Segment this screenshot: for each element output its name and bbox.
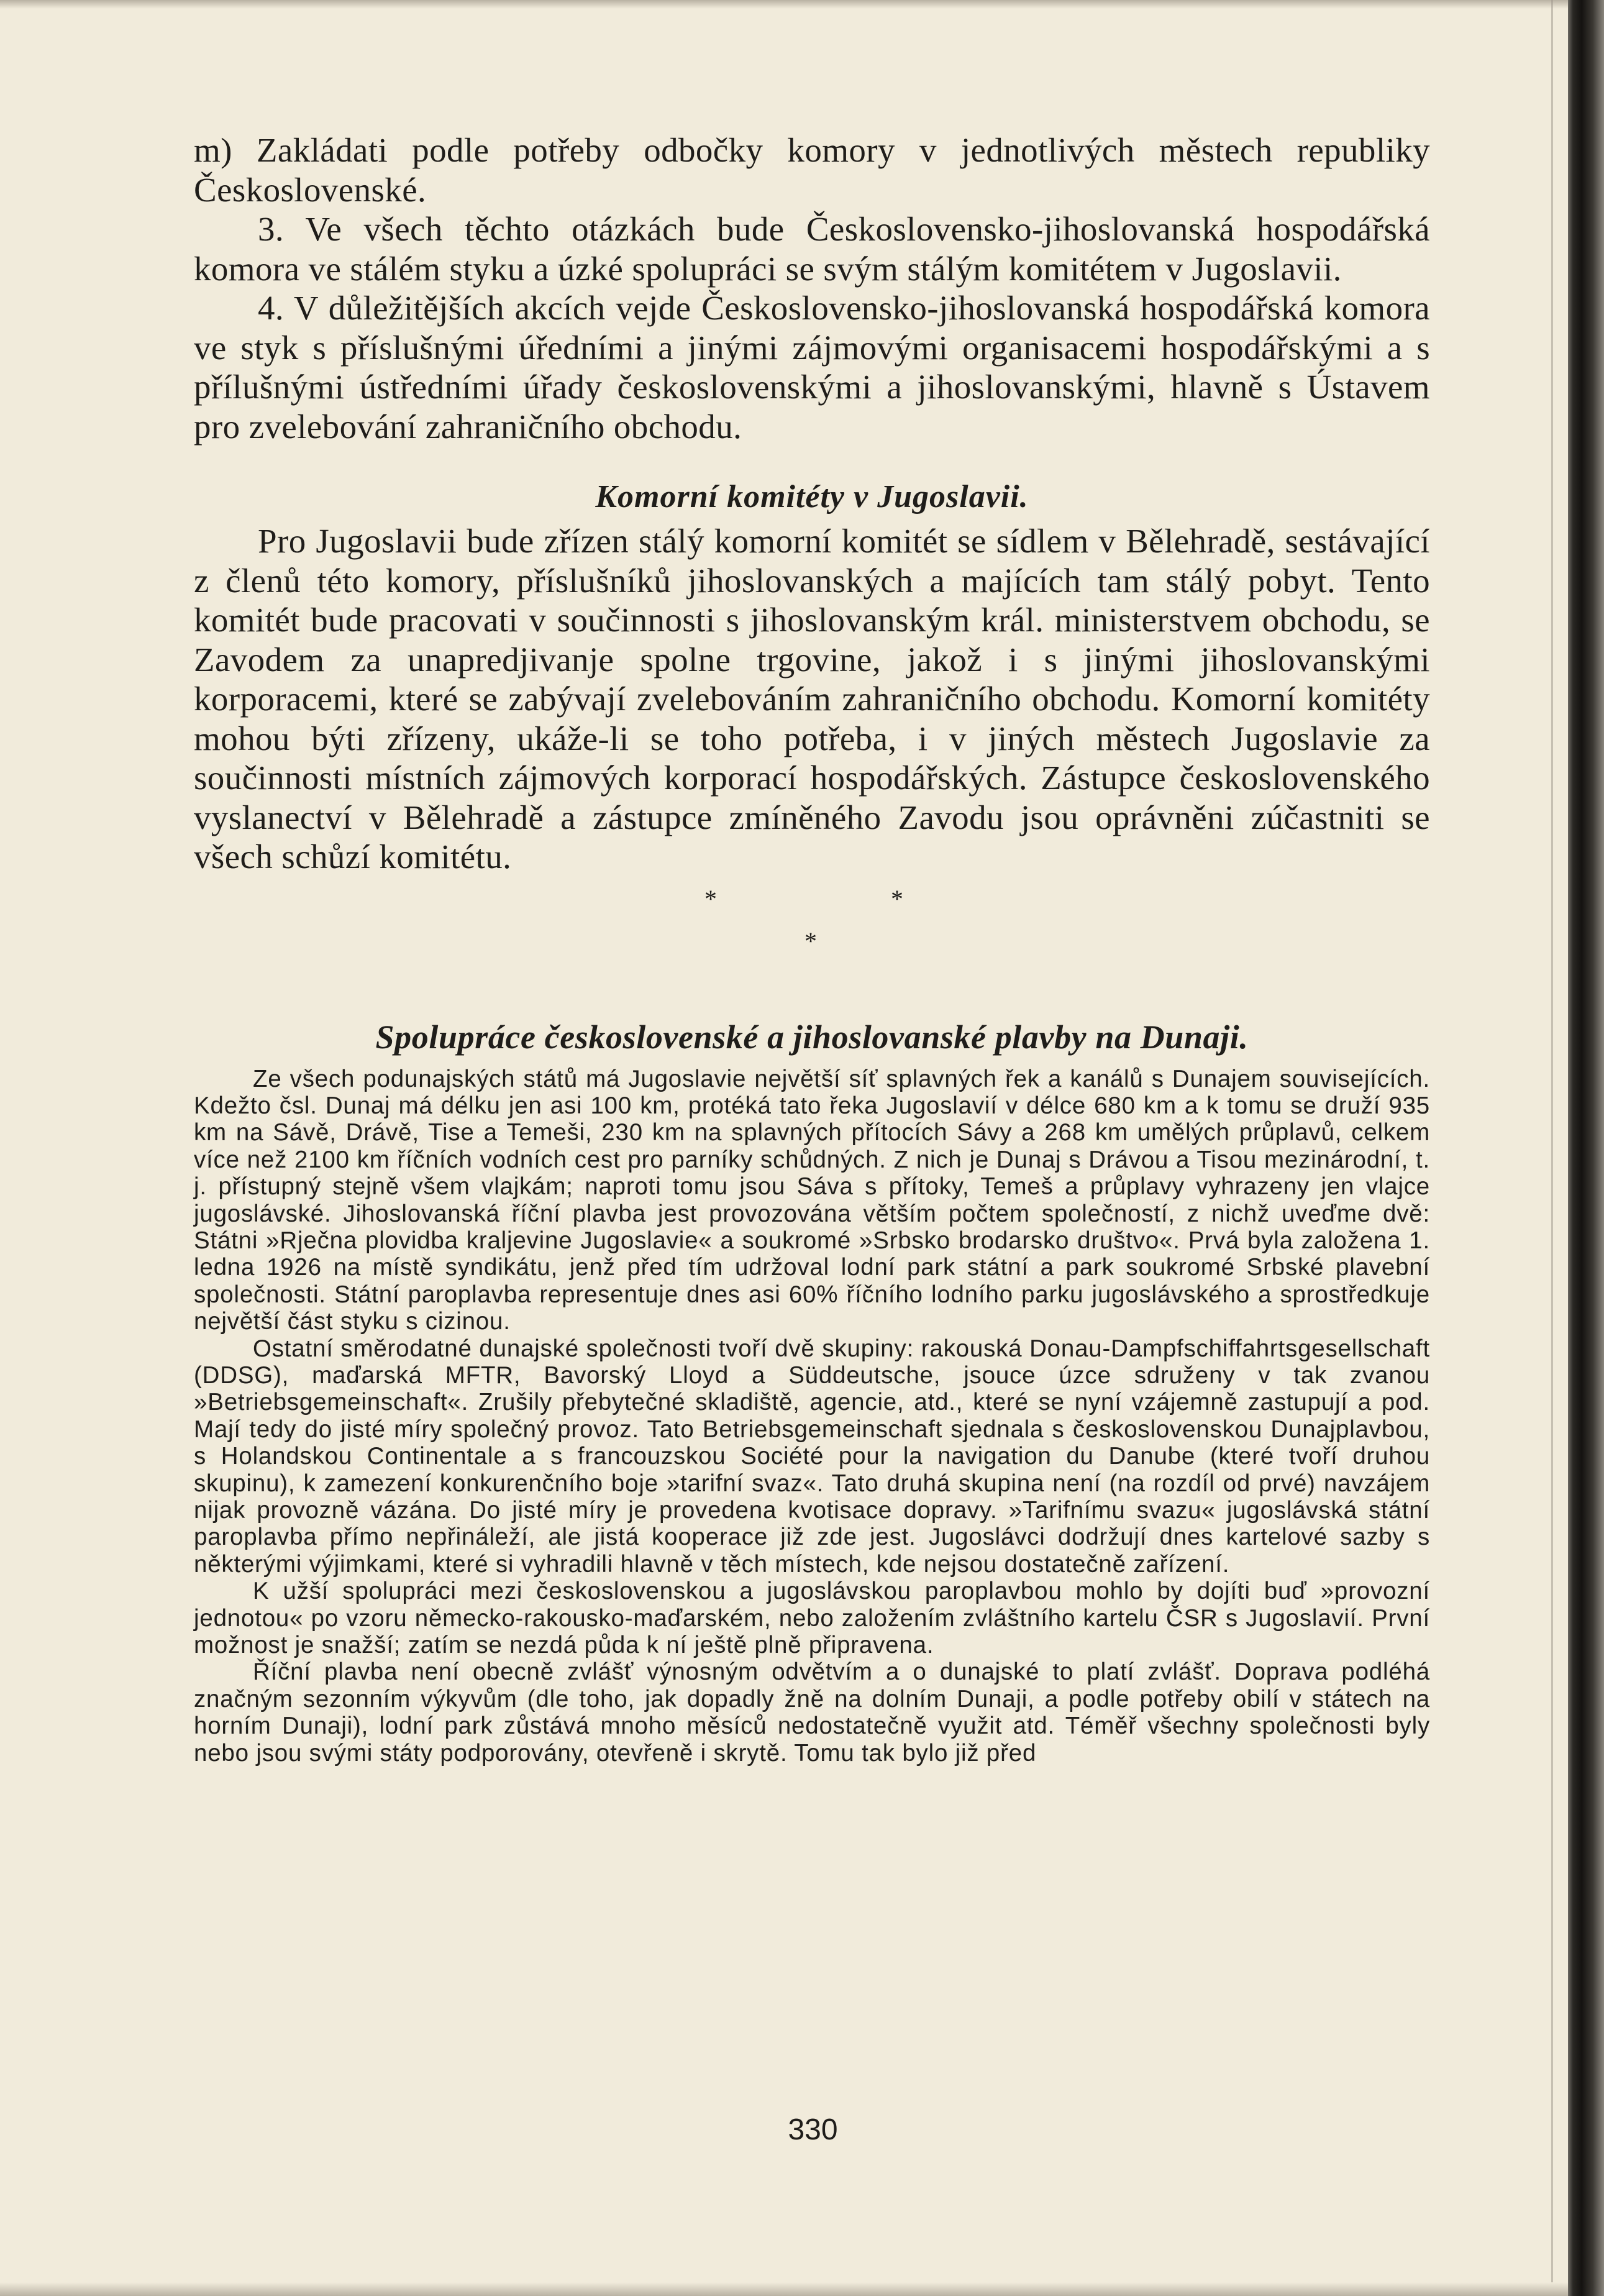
committee-heading: Komorní komitéty v Jugoslavii. — [595, 479, 1029, 515]
asterisk-center: * — [804, 926, 817, 955]
section-paragraph-2: Ostatní směrodatné dunajské společnosti tvoří dvě skupiny: rakouská Donau-Dampfschiffahrtsgesellschaft (DDSG), maďarská MFTR, Bavorský Lloyd a Süddeutsche, jsouce úzce sdruženy v tak zvanou »Betriebsgemeinschaft«. Zrušily přebytečné skladiště, agencie, atd., které se nyní vzájemně zastupují a pod. Mají tedy do jisté míry společný provoz. Tato Betriebsgemeinschaft sjednala s československou Dunajplavbou, s Holandskou Continentale a s francouzskou Société pour la navigation du Danube (které tvoří druhou skupinu), k zamezení konkurenčního boje »tarifní svaz«. Tato druhá skupina není (na rozdíl od prvé) navzájem nijak provozně vázána. Do jisté míry je provedena kvotisace dopravy. »Tarifnímu svazu« jugoslávská státní paroplavba přímo nepřináleží, ale jistá kooperace již zde jest. Jugoslávci dodržují dnes kartelové sazby s některými výjimkami, které si vyhradili hlavně v těch místech, kde nejsou dostatečně zařízení. — [194, 1335, 1430, 1578]
asterisk-left: * — [704, 884, 717, 913]
page-top-shadow — [0, 0, 1568, 9]
paragraph-item-4: 4. V důležitějších akcích vejde Československo-jihoslovanská hospodářská komora ve styk s příslušnými úředními a jinými zájmovými organisacemi hospodářskými a s přílušnými ústředními úřady československými a jihoslovanskými, hlavně s Ústavem pro zvelebování zahraničního obchodu. — [194, 289, 1430, 446]
page-bottom-shadow — [0, 2282, 1568, 2296]
page-content — [194, 130, 1430, 1767]
section-paragraph-1: Ze všech podunajských států má Jugoslavie největší síť splavných řek a kanálů s Dunajem souvisejících. Kdežto čsl. Dunaj má délku jen asi 100 km, protéká tato řeka Jugoslavií v délce 680 km a k tomu se druží 935 km na Sávě, Drávě, Tise a Temeši, 230 km na splavných přítocích Sávy a 268 km umělých průplavů, celkem více než 2100 km říčních vodních cest pro parníky schůdných. Z nich je Dunaj s Drávou a Tisou mezinárodní, t. j. přístupný stejně všem vlajkám; naproti tomu jsou Sáva s přítoky, Temeš a průplavy vyhrazeny jen vlajce jugoslávské. Jihoslovanská říční plavba jest provozována větším počtem společností, z nichž uveďme dvě: Státni »Rječna plovidba kraljevine Jugoslavie« a soukromé »Srbsko brodarsko društvo«. Prvá byla založena 1. ledna 1926 na místě syndikátu, jenž před tím udržoval lodní park státní a park soukromé Srbské plavební společnosti. Státní paroplavba representuje dnes asi 60% říčního lodního parku jugoslávského a sprostředkuje největší část styku s cizinou. — [194, 1065, 1430, 1335]
section-separator — [194, 883, 1430, 995]
paragraph-item-m: m) Zakládati podle potřeby odbočky komory v jednotlivých městech republiky Československé. — [194, 131, 1430, 209]
section-heading: Spolupráce československé a jihoslovanské plavby na Dunaji. — [375, 1018, 1249, 1056]
section-paragraph-4: Říční plavba není obecně zvlášť výnosným odvětvím a o dunajské to platí zvlášť. Doprava podléhá značným sezonním výkyvům (dle toho, jak dopadly žně na dolním Dunaji, a podle potřeby obilí v státech na horním Dunaji), lodní park zůstává mnoho měsíců nedostatečně využit atd. Téměř všechny společnosti byly nebo jsou svými státy podporovány, otevřeně i skrytě. Tomu tak bylo již před — [194, 1658, 1430, 1767]
asterisk-right: * — [891, 884, 903, 913]
page-edge — [1568, 0, 1604, 2296]
paragraph-item-3: 3. Ve všech těchto otázkách bude Československo-jihoslovanská hospodářská komora ve stálém styku a úzké spolupráci se svým stálým komitétem v Jugoslavii. — [194, 210, 1430, 288]
page-number: 330 — [788, 2113, 838, 2146]
binding-line — [1551, 0, 1553, 2296]
committee-paragraph: Pro Jugoslavii bude zřízen stálý komorní komitét se sídlem v Bělehradě, sestávající z členů této komory, příslušníků jihoslovanských a majících tam stálý pobyt. Tento komitét bude pracovati v součinnosti s jihoslovanským král. ministerstvem obchodu, se Zavodem za unapredjivanje spolne trgovine, jakož i s jinými jihoslovanskými korporacemi, které se zabývají zvelebováním zahraničního obchodu. Komorní komitéty mohou býti zřízeny, ukáže-li se toho potřeba, i v jiných městech Jugoslavie za součinnosti místních zájmových korporací hospodářských. Zástupce československého vyslanectví v Bělehradě a zástupce zmíněného Zavodu jsou oprávněni zúčastniti se všech schůzí komitétu. — [194, 522, 1430, 876]
section-paragraph-3: K užší spolupráci mezi československou a jugoslávskou paroplavbou mohlo by dojíti buď »provozní jednotou« po vzoru německo-rakousko-maďarském, nebo založením zvláštního kartelu ČSR s Jugoslavií. První možnost je snažší; zatím se nezdá půda k ní ještě plně připravena. — [194, 1578, 1430, 1659]
